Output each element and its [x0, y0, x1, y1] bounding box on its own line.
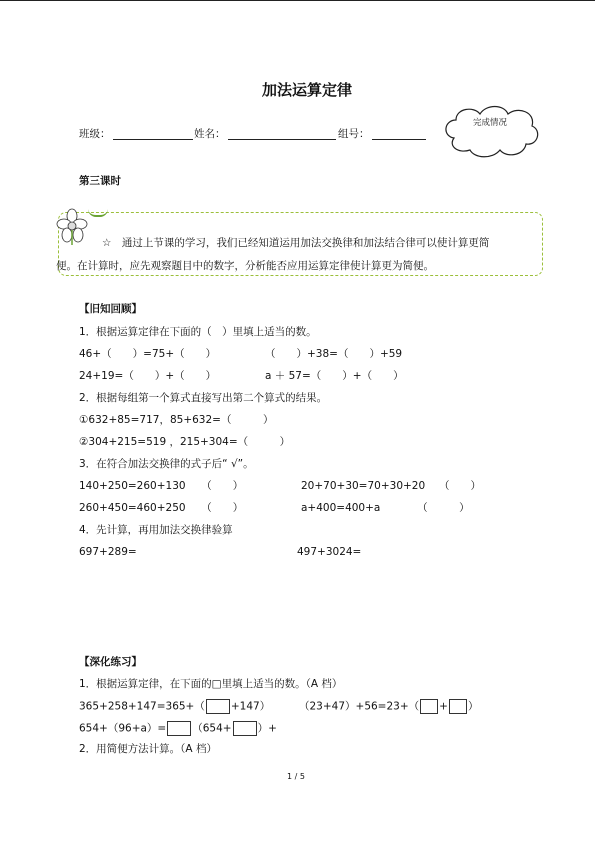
practice-heading: 【深化练习】 [79, 656, 142, 668]
review-q1a[interactable]: 46+（ ）=75+（ ） [79, 348, 217, 360]
page-title: 加法运算定律 [262, 81, 353, 99]
review-q1b[interactable]: （ ）+38=（ ）+59 [265, 348, 403, 360]
review-q3d[interactable]: a+400=400+a （ ） [301, 502, 470, 514]
practice-q1b-mid: + [439, 700, 448, 713]
review-q4: 4．先计算，再用加法交换律验算 [79, 524, 233, 536]
class-field[interactable] [113, 139, 193, 140]
lesson-label: 第三课时 [79, 175, 121, 187]
name-label: 姓名： [194, 128, 226, 140]
practice-q1a-post: +147） [230, 700, 271, 713]
review-q1c[interactable]: 24+19=（ ）+（ ） [79, 370, 217, 382]
practice-q1a-pre: 365+258+147=365+（ [79, 700, 205, 713]
answer-box[interactable] [167, 721, 191, 736]
name-field[interactable] [228, 139, 336, 140]
review-q2b[interactable]: ②304+215=519 ，215+304=（ ） [79, 436, 291, 448]
page-number: 1 / 5 [287, 772, 305, 781]
practice-q1b-pre: （23+47）+56=23+（ [299, 700, 420, 713]
review-q3a[interactable]: 140+250=260+130 （ ） [79, 480, 244, 492]
cloud-label: 完成情况 [473, 118, 508, 128]
practice-q1c-post: ）+ [257, 722, 277, 735]
review-q1d[interactable]: a ＋ 57=（ ）+（ ） [265, 370, 404, 382]
review-q4b[interactable]: 497+3024= [297, 546, 362, 558]
practice-q1: 1．根据运算定律，在下面的□里填上适当的数。（A 档） [79, 678, 343, 690]
practice-q1c-pre: 654+（96+a）= [79, 722, 167, 735]
answer-box[interactable] [206, 699, 230, 714]
review-q2: 2．根据每组第一个算式直接写出第二个算式的结果。 [79, 392, 328, 404]
review-heading: 【旧知回顾】 [79, 303, 142, 315]
practice-q1c-mid: （654+ [192, 722, 232, 735]
review-q2a[interactable]: ①632+85=717，85+632=（ ） [79, 414, 274, 426]
group-label: 组号： [338, 128, 370, 140]
practice-q1c [79, 721, 277, 736]
practice-q2: 2．用简便方法计算。（A 档） [79, 743, 217, 755]
practice-q1b [299, 699, 478, 714]
answer-box[interactable] [420, 699, 438, 714]
intro-line-2: 便。在计算时，应先观察题目中的数字，分析能否应用运算定律使计算更为简便。 [56, 260, 434, 272]
flower-icon [56, 208, 88, 246]
review-q4a[interactable]: 697+289= [79, 546, 137, 558]
group-field[interactable] [372, 139, 426, 140]
practice-q1b-post: ） [467, 700, 479, 713]
practice-q1a [79, 699, 270, 714]
review-q3: 3．在符合加法交换律的式子后“ √”。 [79, 458, 254, 470]
cloud-icon [440, 100, 544, 162]
top-rule [0, 0, 595, 1]
review-q1: 1．根据运算定律在下面的（ ）里填上适当的数。 [79, 326, 317, 338]
review-q3c[interactable]: 260+450=460+250 （ ） [79, 502, 244, 514]
class-label: 班级： [79, 128, 111, 140]
answer-box[interactable] [449, 699, 467, 714]
intro-line-1: ☆ 通过上节课的学习，我们已经知道运用加法交换律和加法结合律可以使计算更简 [102, 237, 490, 249]
review-q3b[interactable]: 20+70+30=70+30+20 （ ） [301, 480, 481, 492]
answer-box[interactable] [233, 721, 257, 736]
